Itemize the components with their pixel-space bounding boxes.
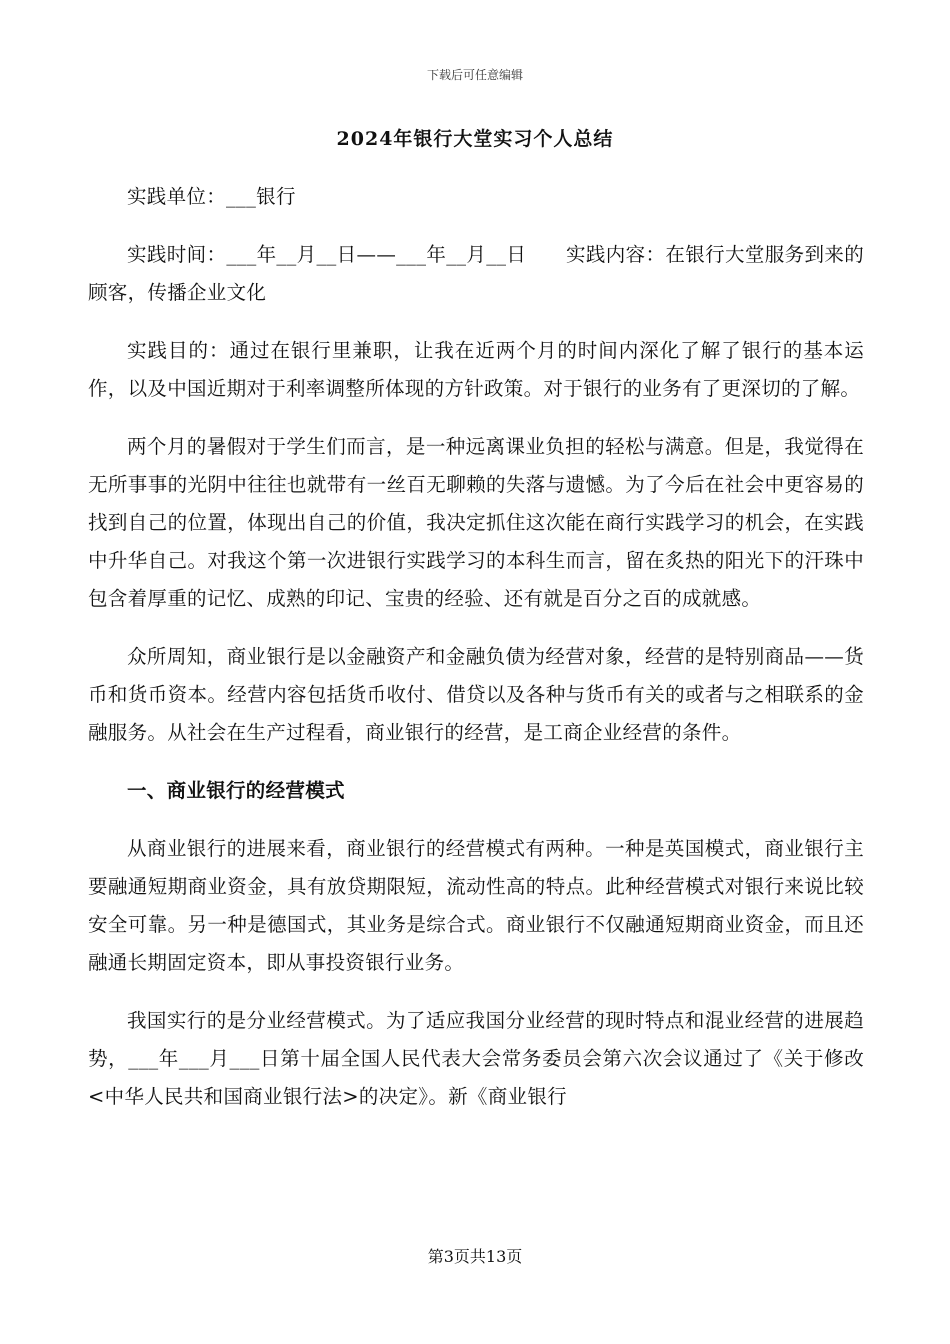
- section-heading: 一、商业银行的经营模式: [127, 779, 345, 802]
- page-header: 下载后可任意编辑: [426, 68, 523, 82]
- paragraph-practice-unit: 实践单位：___银行: [127, 185, 296, 208]
- paragraph-summer-experience: 两个月的暑假对于学生们而言，是一种远离课业负担的轻松与满意。但是，我觉得在无所事事的光阴中往往也就带有一丝百无聊赖的失落与遗憾。为了今后在社会中更容易的找到自己的位置，体现出自己的价值，我决定抓住这次能在商行实践学习的机会，在实践中升华自己。对我这个第一次进银行实践学习的本科生而言，留在炙热的阳光下的汗珠中包含着厚重的记忆、成熟的印记、宝贵的经验、还有就是百分之百的成就感。: [88, 435, 864, 610]
- document-body: [88, 178, 864, 1136]
- paragraph-china-model: 我国实行的是分业经营模式。为了适应我国分业经营的现时特点和混业经营的进展趋势，___年___月___日第十届全国人民代表大会常务委员会第六次会议通过了《关于修改<中华人民共和国商业银行法>的决定》。新《商业银行: [88, 1009, 864, 1108]
- paragraph-practice-purpose: 实践目的：通过在银行里兼职，让我在近两个月的时间内深化了解了银行的基本运作，以及中国近期对于利率调整所体现的方针政策。对于银行的业务有了更深切的了解。: [88, 339, 864, 400]
- document-title: 2024年银行大堂实习个人总结: [336, 128, 614, 150]
- page-number: 第3页共13页: [427, 1247, 523, 1266]
- paragraph-practice-time: 实践时间：___年__月__日——___年__月__日 实践内容：在银行大堂服务到来的顾客，传播企业文化: [88, 243, 864, 304]
- paragraph-business-models: 从商业银行的进展来看，商业银行的经营模式有两种。一种是英国模式，商业银行主要融通短期商业资金，具有放贷期限短，流动性高的特点。此种经营模式对银行来说比较安全可靠。另一种是德国式，其业务是综合式。商业银行不仅融通短期商业资金，而且还融通长期固定资本，即从事投资银行业务。: [88, 837, 864, 974]
- paragraph-commercial-bank-intro: 众所周知，商业银行是以金融资产和金融负债为经营对象，经营的是特别商品——货币和货币资本。经营内容包括货币收付、借贷以及各种与货币有关的或者与之相联系的金融服务。从社会在生产过程看，商业银行的经营，是工商企业经营的条件。: [88, 645, 864, 744]
